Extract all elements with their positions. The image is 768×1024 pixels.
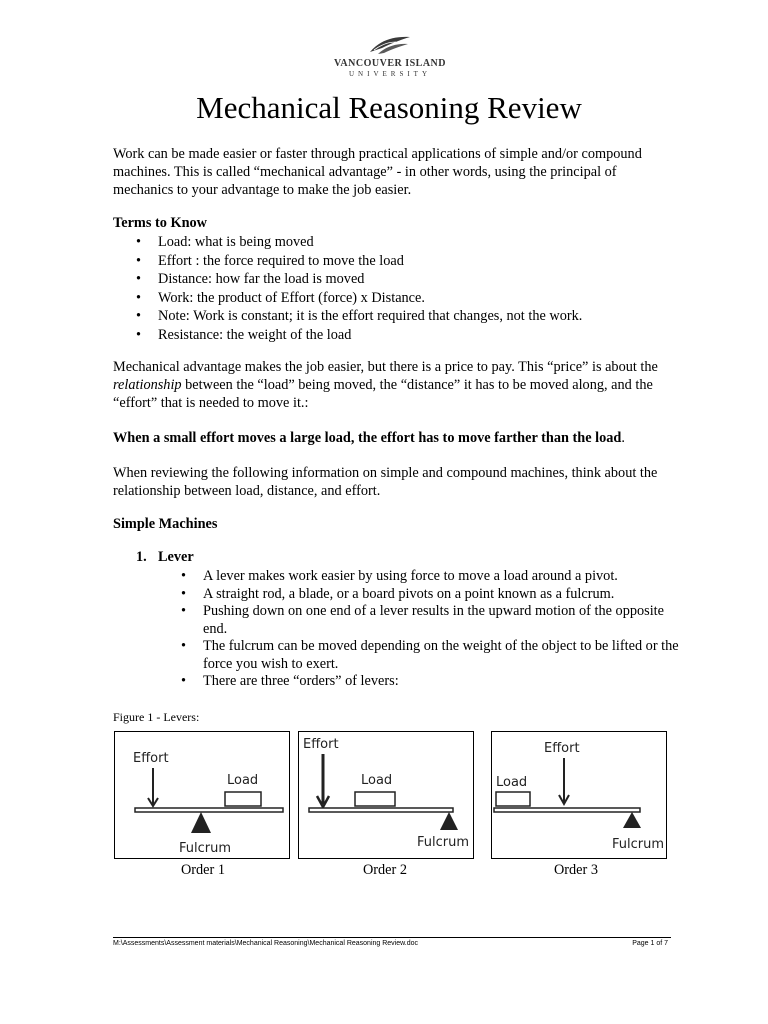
list-item: • There are three “orders” of levers:: [181, 673, 681, 691]
list-item: • Note: Work is constant; it is the effort required that changes, not the work.: [136, 307, 582, 326]
lever-heading: [136, 549, 194, 566]
fulcrum-label: Fulcrum: [612, 837, 665, 852]
lever-bar: [494, 808, 640, 812]
logo-sub: UNIVERSITY: [349, 70, 431, 78]
list-item: • The fulcrum can be moved depending on the weight of the object to be lifted or the force you wish to exert.: [181, 638, 681, 673]
list-item: • A lever makes work easier by using force to move a load around a pivot.: [181, 568, 681, 586]
lever-bar: [135, 808, 283, 812]
list-item: • A straight rod, a blade, or a board pivots on a point known as a fulcrum.: [181, 586, 681, 604]
order-2-label: Order 2: [362, 862, 408, 878]
lever-list: [181, 568, 681, 691]
rule-end: .: [621, 430, 625, 446]
effort-label: Effort: [303, 737, 339, 752]
terms-heading: Terms to Know: [113, 215, 207, 231]
list-item: • Pushing down on one end of a lever results in the upward motion of the opposite end.: [181, 603, 681, 638]
page-title: Mechanical Reasoning Review: [196, 90, 582, 125]
footer-page-number: Page 1 of 7: [632, 940, 668, 947]
figure-caption: Figure 1 - Levers:: [113, 710, 200, 724]
load-block: [225, 792, 261, 806]
order-1-label: Order 1: [180, 862, 226, 878]
fulcrum-triangle: [623, 812, 641, 828]
load-label: Load: [227, 773, 259, 788]
intro-paragraph: Work can be made easier or faster through practical applications of simple and/or compound machines. This is called “mechanical advantage” - in other words, using the principal of mechanics to your advantage to make the job easier.: [113, 146, 642, 198]
lever-diagram-order-2: [298, 731, 474, 859]
logo-name: VANCOUVER ISLAND: [334, 58, 446, 69]
advantage-text-end: between the “load” being moved, the “distance” it has to be moved along, and the “effort” that is needed to move it.:: [113, 377, 653, 411]
fulcrum-label: Fulcrum: [417, 835, 470, 850]
effort-label: Effort: [544, 741, 580, 756]
simple-machines-heading: Simple Machines: [113, 516, 218, 532]
load-block: [496, 792, 530, 806]
rule-bold: When a small effort moves a large load, the effort has to move farther than the load: [113, 430, 622, 446]
reviewing-paragraph: When reviewing the following information on simple and compound machines, think about the relationship between load, distance, and effort.: [113, 465, 658, 499]
load-label: Load: [496, 775, 528, 790]
list-item: • Effort : the force required to move the load: [136, 252, 582, 271]
advantage-italic: relationship: [113, 377, 182, 393]
load-block: [355, 792, 395, 806]
terms-list: [136, 233, 582, 345]
leaf-logo-icon: [368, 34, 412, 56]
fulcrum-triangle: [191, 812, 211, 833]
list-item: • Distance: how far the load is moved: [136, 270, 582, 289]
lever-diagram-order-3: [491, 731, 667, 859]
advantage-text: Mechanical advantage makes the job easier, but there is a price to pay. This “price” is about the: [113, 359, 658, 375]
fulcrum-triangle: [440, 812, 458, 830]
footer-file-path: M:\Assessments\Assessment materials\Mechanical Reasoning\Mechanical Reasoning Review.doc: [113, 940, 419, 947]
footer-divider: [113, 937, 671, 938]
fulcrum-label: Fulcrum: [179, 841, 232, 856]
effort-label: Effort: [133, 751, 169, 766]
lever-diagram-order-1: [114, 731, 290, 859]
list-item: • Load: what is being moved: [136, 233, 582, 252]
university-logo: [330, 34, 450, 78]
lever-number: 1.: [136, 549, 147, 565]
advantage-paragraph: [113, 358, 673, 412]
lever-title: Lever: [158, 549, 194, 565]
list-item: • Resistance: the weight of the load: [136, 326, 582, 345]
list-item: • Work: the product of Effort (force) x Distance.: [136, 289, 582, 308]
rule-paragraph: [113, 429, 693, 447]
load-label: Load: [361, 773, 393, 788]
order-3-label: Order 3: [553, 862, 599, 878]
lever-bar: [309, 808, 453, 812]
